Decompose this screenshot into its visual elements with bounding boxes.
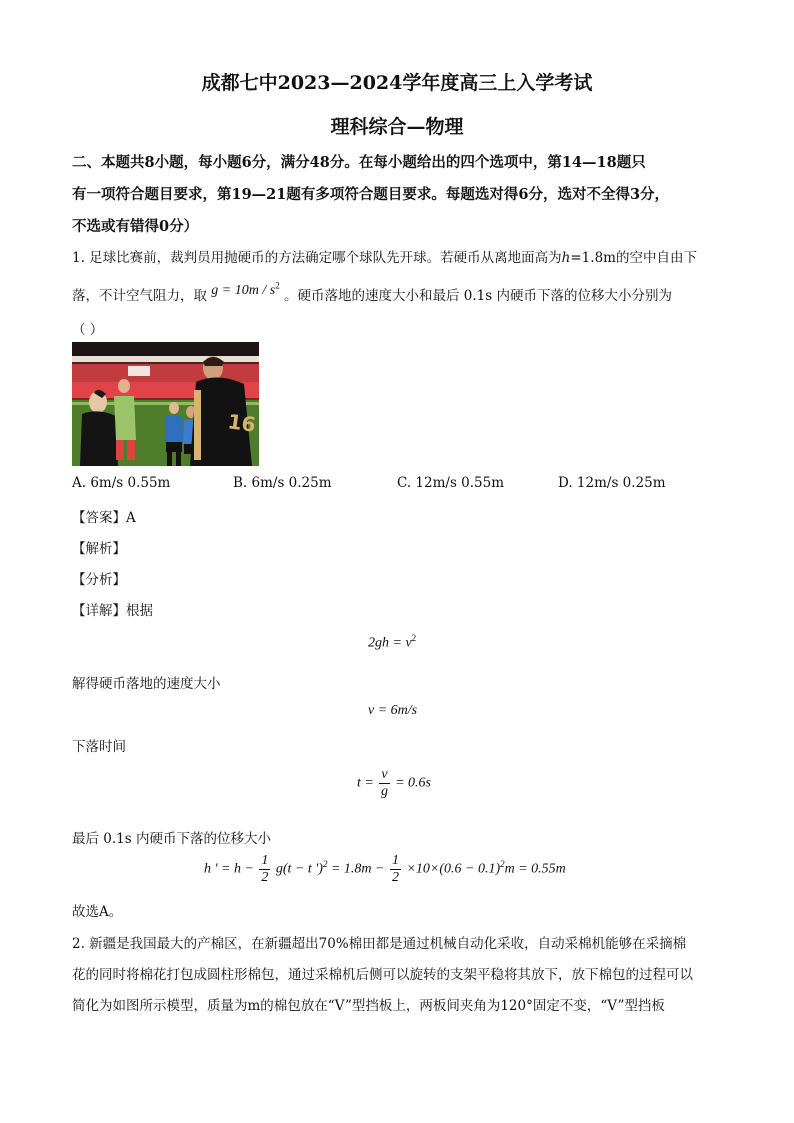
page-subtitle: 理科综合—物理	[330, 116, 464, 138]
q1-option-c: C. 12m/s 0.55m	[397, 475, 505, 491]
q1-fenxi-heading: 【分析】	[72, 572, 126, 588]
equation-displacement: h ' = h − $\frac{1}{2}$ g(t − t ')$^2$ = 1.8m − $\frac{1}{2}$ $\times 10\times(0.6 - 0.1)^2m = 0.55m$	[204, 853, 566, 885]
q1-answer-blank: （ ）	[72, 322, 104, 338]
q1-text-displacement: 最后 0.1s 内硬币下落的位移大小	[72, 831, 271, 847]
football-referee-photo	[72, 342, 259, 466]
section-instructions-line1: 二、本题共8小题，每小题6分，满分48分。在每小题给出的四个选项中，第14—18题只	[72, 154, 646, 171]
q2-stem-line2: 花的同时将棉花打包成圆柱形棉包，通过采棉机后侧可以旋转的支架平稳将其放下，放下棉包的过程可以	[72, 967, 693, 983]
equation-2gh: $2gh = v^2$	[368, 633, 417, 651]
q1-option-a: A. 6m/s 0.55m	[72, 475, 171, 491]
q1-jiexi-heading: 【解析】	[72, 541, 126, 557]
q1-conclusion: 故选A。	[72, 904, 123, 920]
q1-text-speed: 解得硬币落地的速度大小	[72, 676, 221, 692]
page-title: 成都七中2023—2024学年度高三上入学考试	[201, 72, 593, 94]
section-instructions-line2: 有一项符合题目要求，第19—21题有多项符合题目要求。每题选对得6分，选对不全得3分，	[72, 186, 670, 203]
equation-time: t = $\frac{v}{g}$ = 0.6s	[357, 767, 431, 799]
equation-velocity: v = 6m/s	[368, 703, 418, 718]
q1-option-b: B. 6m/s 0.25m	[233, 475, 332, 491]
section-instructions-line3: 不选或有错得0分）	[72, 218, 199, 235]
q2-stem-line3: 简化为如图所示模型，质量为m的棉包放在“V”型挡板上，两板间夹角为120°固定不变，“V”型挡板	[72, 998, 665, 1014]
q1-answer: 【答案】A	[72, 510, 136, 526]
q1-option-d: D. 12m/s 0.25m	[558, 475, 666, 491]
q1-stem-line2: 落，不计空气阻力，取 $g = 10m / s^2$ 。硬币落地的速度大小和最后 0.1s 内硬币下落的位移大小分别为	[72, 280, 672, 304]
q1-stem-line1: 1. 足球比赛前，裁判员用抛硬币的方法确定哪个球队先开球。若硬币从离地面高为h=1.8m的空中自由下	[72, 250, 697, 266]
q1-xiangjie-heading: 【详解】根据	[72, 603, 153, 619]
q2-stem-line1: 2. 新疆是我国最大的产棉区，在新疆超出70%棉田都是通过机械自动化采收，自动采棉机能够在采摘棉	[72, 936, 687, 952]
q1-text-time: 下落时间	[72, 739, 126, 755]
gravity-formula: $g = 10m / s^2$	[211, 280, 280, 298]
jersey-number: 16	[226, 409, 258, 437]
